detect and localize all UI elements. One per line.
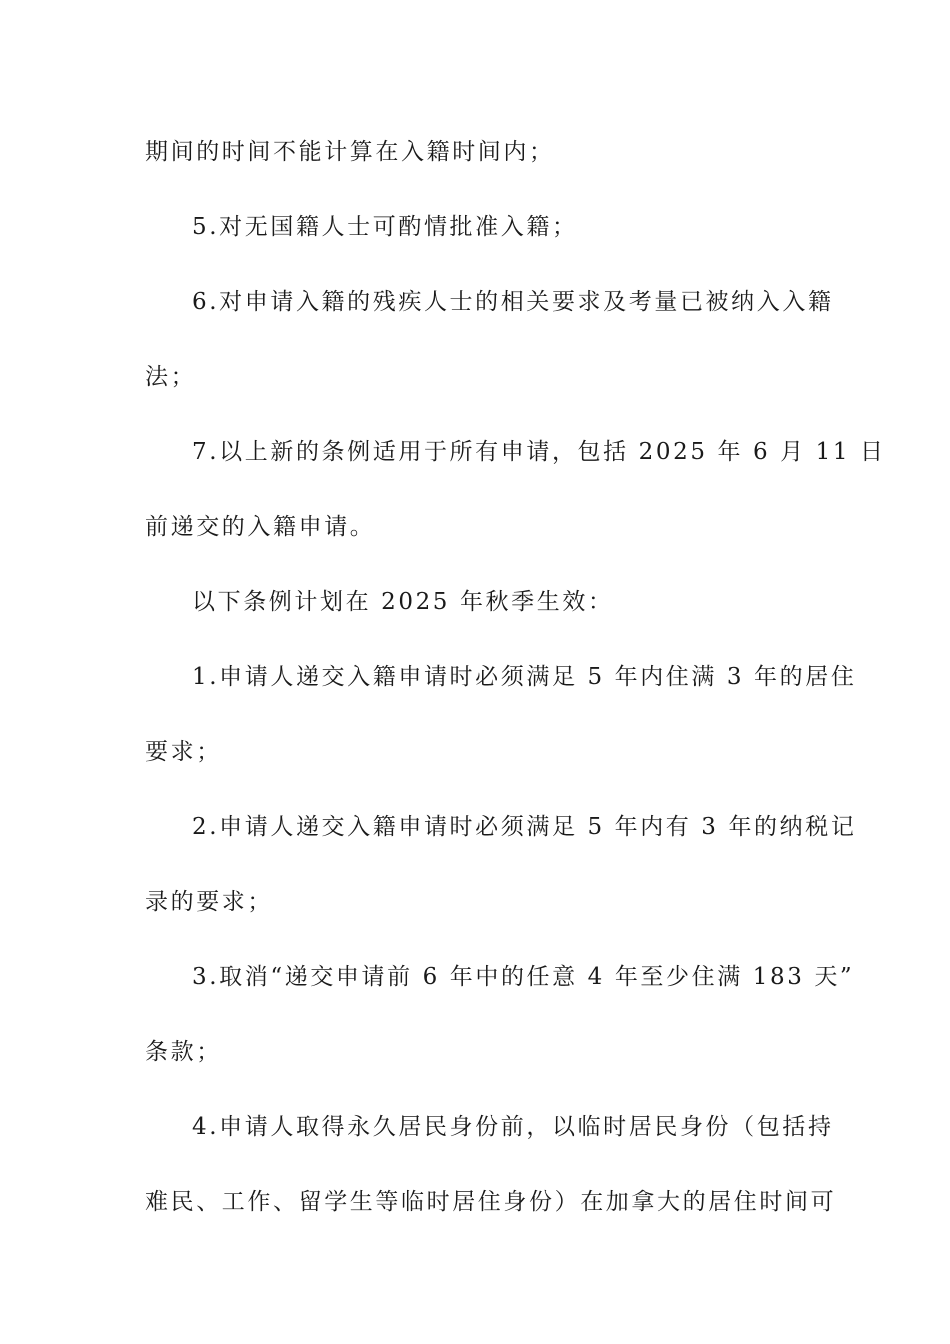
list-item-1: 1.申请人递交入籍申请时必须满足 5 年内住满 3 年的居住 [192, 664, 857, 690]
text-line: 法； [145, 364, 197, 390]
text-line: 难民、工作、留学生等临时居住身份）在加拿大的居住时间可 [145, 1189, 837, 1215]
text-line: 要求； [145, 739, 222, 765]
list-item-6: 6.对申请入籍的残疾人士的相关要求及考量已被纳入入籍 [192, 289, 834, 315]
list-item-2: 2.申请人递交入籍申请时必须满足 5 年内有 3 年的纳税记 [192, 814, 857, 840]
list-item-3: 3.取消“递交申请前 6 年中的任意 4 年至少住满 183 天” [192, 964, 855, 990]
list-item-4: 4.申请人取得永久居民身份前，以临时居民身份（包括持 [192, 1114, 834, 1140]
paragraph-intro: 以下条例计划在 2025 年秋季生效： [192, 589, 614, 615]
list-item-5: 5.对无国籍人士可酌情批准入籍； [192, 214, 578, 240]
text-line: 期间的时间不能计算在入籍时间内； [145, 139, 555, 165]
list-item-7: 7.以上新的条例适用于所有申请，包括 2025 年 6 月 11 日 [192, 439, 886, 465]
text-line: 前递交的入籍申请。 [145, 514, 376, 540]
text-line: 录的要求； [145, 889, 273, 915]
text-line: 条款； [145, 1039, 222, 1065]
